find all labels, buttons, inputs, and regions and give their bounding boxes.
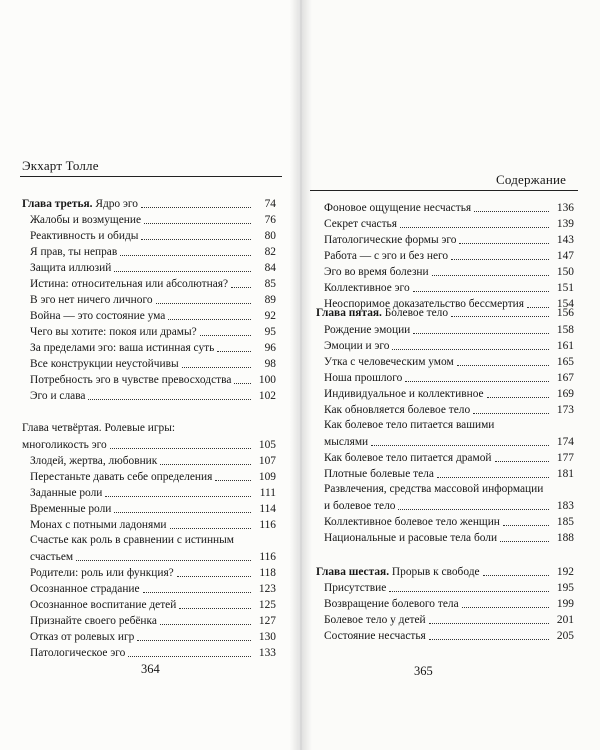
leader-dots [76,560,251,561]
entry-title: Монах с потными ладонями [30,519,167,531]
leader-dots [114,512,251,513]
toc-entry[interactable] [316,628,574,643]
entry-title: За пределами эго: ваша истинная суть [30,342,215,354]
page-ref: 169 [556,388,574,400]
left-page [0,0,298,750]
page-ref: 188 [556,532,574,544]
right-page [302,0,600,750]
page-ref: 114 [259,503,276,515]
running-head-author: Экхарт Толле [22,158,99,173]
chapter-label: Глава пятая. [316,307,382,319]
toc-entry[interactable] [22,597,276,612]
toc-entry[interactable] [316,338,574,353]
entry-title: Ноша прошлого [324,372,403,384]
leader-dots [168,319,251,320]
page-ref: 100 [258,374,276,386]
leader-dots [495,461,550,462]
page-ref: 74 [264,198,276,210]
toc-entry-line1[interactable]: Как болевое тело питается вашими [324,419,495,431]
toc-entry-line1[interactable]: Счастье как роль в сравнении с истинным [30,534,235,546]
page-ref: 158 [556,324,574,336]
leader-dots [215,480,251,481]
entry-title: Чего вы хотите: покоя или драмы? [30,326,197,338]
entry-title: Секрет счастья [324,218,397,230]
entry-title: Отказ от ролевых игр [30,631,135,643]
toc-entry[interactable] [22,517,276,532]
toc-entry[interactable] [22,629,276,644]
leader-dots [105,496,251,497]
page-ref: 116 [259,551,276,563]
page-number: 365 [414,664,433,678]
toc-entry[interactable] [22,356,276,371]
entry-title: В эго нет ничего личного [30,294,153,306]
page-ref: 183 [556,500,574,512]
leader-dots [389,591,549,592]
toc-entry[interactable] [22,581,276,596]
toc-entry[interactable] [316,450,574,465]
toc-entry[interactable] [22,228,276,243]
entry-title: Состояние несчастья [324,630,426,642]
leader-dots [462,607,549,608]
page-ref: 177 [556,452,574,464]
toc-entry[interactable] [22,212,276,227]
entry-title: Как болевое тело питается драмой [324,452,492,464]
leader-dots [170,528,251,529]
page-ref: 167 [556,372,574,384]
entry-title: Перестаньте давать себе определения [30,471,213,483]
page-ref: 111 [259,487,276,499]
chapter-label: Глава шестая. [316,566,390,578]
entry-title: Истина: относительная или абсолютная? [30,278,229,290]
page-ref: 174 [556,436,574,448]
leader-dots [503,525,549,526]
entry-title: Злодей, жертва, любовник [30,455,158,467]
toc-entry[interactable] [22,340,276,355]
page-ref: 151 [556,282,574,294]
leader-dots [128,656,251,657]
page-ref: 156 [556,307,574,319]
page-ref: 102 [258,390,276,402]
entry-title: и болевое тело [324,500,396,512]
entry-title: Рождение эмоции [324,324,411,336]
toc-entry[interactable] [22,388,276,403]
toc-entry[interactable] [316,264,574,279]
entry-title: Заданные роли [30,487,103,499]
toc-entry[interactable] [316,514,574,529]
page-number: 364 [141,662,160,676]
entry-title: Временные роли [30,503,112,515]
toc-entry[interactable] [22,372,276,387]
page-ref: 76 [264,214,276,226]
toc-entry[interactable] [22,469,276,484]
leader-dots [398,509,549,510]
leader-dots [457,365,549,366]
page-ref: 109 [258,471,276,483]
page-ref: 118 [259,567,276,579]
leader-dots [371,445,549,446]
leader-dots [473,413,549,414]
entry-title: счастьем [30,551,74,563]
leader-dots [179,608,251,609]
page-ref: 185 [556,516,574,528]
page-ref: 116 [259,519,276,531]
leader-dots [110,448,251,449]
entry-title: Плотные болевые тела [324,468,434,480]
toc-entry[interactable] [316,596,574,611]
page-ref: 147 [556,250,574,262]
toc-entry[interactable] [22,324,276,339]
leader-dots [231,287,251,288]
entry-title: Фоновое ощущение несчастья [324,202,472,214]
running-head-section: Содержание [496,172,567,187]
page-ref: 123 [258,583,276,595]
page-ref: 127 [258,615,276,627]
toc-entry[interactable] [22,613,276,628]
chapter-title: Ролевые игры: [101,422,176,434]
leader-dots [88,399,251,400]
leader-dots [156,303,251,304]
chapter-title: Болевое тело [381,307,449,319]
toc-chapter-4-line1[interactable] [22,421,175,436]
header-rule [20,176,282,177]
toc-chapter-4[interactable] [22,437,276,452]
page-ref: 89 [264,294,276,306]
toc-entry[interactable] [22,292,276,307]
toc-entry[interactable] [316,530,574,545]
chapter-title-line2: многоликость эго [22,439,107,451]
entry-title: Утка с человеческим умом [324,356,454,368]
page-ref: 107 [258,455,276,467]
page-ref: 150 [556,266,574,278]
entry-title: Родители: роль или функция? [30,567,174,579]
leader-dots [120,255,251,256]
toc-entry[interactable] [316,386,574,401]
leader-dots [487,397,549,398]
toc-chapter-3[interactable] [22,196,276,211]
leader-dots [432,275,549,276]
entry-title: Реактивность и обиды [30,230,139,242]
entry-title: Индивидуальное и коллективное [324,388,484,400]
page-ref: 139 [556,218,574,230]
entry-title: Работа — с эго и без него [324,250,449,262]
entry-title: Присутствие [324,582,387,594]
entry-title: Все конструкции неустойчивы [30,358,179,370]
page-ref: 205 [556,630,574,642]
entry-title: Коллективное болевое тело женщин [324,516,500,528]
entry-title: Национальные и расовые тела боли [324,532,498,544]
leader-dots [217,351,251,352]
leader-dots [459,243,549,244]
entry-title: Защита иллюзий [30,262,112,274]
page-ref: 105 [258,439,276,451]
leader-dots [474,211,549,212]
toc-entry[interactable] [22,453,276,468]
toc-entry[interactable] [22,645,276,660]
leader-dots [413,291,549,292]
page-ref: 154 [556,298,574,310]
entry-title: Потребность эго в чувстве превосходства [30,374,232,386]
toc-entry[interactable] [316,354,574,369]
page-ref: 85 [264,278,276,290]
leader-dots [200,335,251,336]
entry-title: Болевое тело у детей [324,614,426,626]
toc-entry[interactable] [316,280,574,295]
entry-title: Эго во время болезни [324,266,429,278]
toc-entry[interactable] [316,402,574,417]
leader-dots [177,576,251,577]
entry-title: Патологическое эго [30,647,126,659]
toc-entry[interactable] [316,232,574,247]
toc-entry[interactable] [316,200,574,215]
toc-chapter-5[interactable] [316,305,574,320]
entry-title: мыслями [324,436,369,448]
toc-entry[interactable] [22,549,276,564]
toc-entry[interactable] [316,612,574,627]
page-ref: 181 [556,468,574,480]
entry-title: Я прав, ты неправ [30,246,118,258]
leader-dots [141,239,251,240]
entry-title: Война — это состояние ума [30,310,166,322]
entry-title: Неоспоримое доказательство бессмертия [324,298,525,310]
toc-entry[interactable] [316,248,574,263]
toc-entry[interactable] [316,322,574,337]
leader-dots [451,316,549,317]
toc-chapter-6[interactable] [316,564,574,579]
page-ref: 195 [556,582,574,594]
page-ref: 130 [258,631,276,643]
page-ref: 98 [264,358,276,370]
leader-dots [143,592,251,593]
leader-dots [483,575,549,576]
leader-dots [144,223,251,224]
page-ref: 201 [556,614,574,626]
page-ref: 95 [264,326,276,338]
toc-entry[interactable] [22,501,276,516]
entry-title: Коллективное эго [324,282,410,294]
leader-dots [451,259,549,260]
toc-entry[interactable] [22,276,276,291]
entry-title: Осознанное страдание [30,583,140,595]
toc-entry[interactable] [22,260,276,275]
entry-title: Эмоции и эго [324,340,390,352]
leader-dots [429,639,549,640]
toc-entry[interactable] [316,216,574,231]
leader-dots [114,271,251,272]
leader-dots [182,367,251,368]
entry-title: Жалобы и возмущение [30,214,142,226]
page-ref: 136 [556,202,574,214]
leader-dots [234,383,251,384]
toc-entry[interactable] [22,244,276,259]
chapter-label: Глава четвёртая. [22,422,102,434]
entry-title: Как обновляется болевое тело [324,404,471,416]
page-ref: 92 [264,310,276,322]
leader-dots [500,541,549,542]
leader-dots [429,623,549,624]
entry-title: Возвращение болевого тела [324,598,459,610]
entry-title: Эго и слава [30,390,86,402]
page-ref: 161 [556,340,574,352]
leader-dots [141,207,251,208]
leader-dots [392,349,549,350]
page-ref: 143 [556,234,574,246]
toc-entry[interactable] [316,498,574,513]
toc-entry-line1[interactable]: Развлечения, средства массовой информации [324,483,544,495]
toc-entry[interactable] [316,580,574,595]
chapter-title: Прорыв к свободе [389,566,480,578]
leader-dots [437,477,549,478]
page-ref: 133 [258,647,276,659]
page-ref: 82 [264,246,276,258]
page-ref: 173 [556,404,574,416]
page-ref: 80 [264,230,276,242]
leader-dots [160,624,251,625]
book-gutter-shadow [290,0,312,750]
toc-entry[interactable] [22,308,276,323]
toc-entry[interactable] [316,466,574,481]
entry-title: Признайте своего ребёнка [30,615,157,627]
toc-entry[interactable] [22,565,276,580]
leader-dots [413,333,549,334]
entry-title: Осознанное воспитание детей [30,599,177,611]
page-ref: 125 [258,599,276,611]
chapter-label: Глава третья. [22,198,93,210]
leader-dots [400,227,549,228]
toc-entry[interactable] [316,434,574,449]
page-ref: 96 [264,342,276,354]
leader-dots [405,381,549,382]
entry-title: Патологические формы эго [324,234,457,246]
toc-entry[interactable] [22,485,276,500]
page-ref: 199 [556,598,574,610]
leader-dots [137,640,251,641]
chapter-title: Ядро эго [92,198,138,210]
toc-entry[interactable] [316,370,574,385]
header-rule [310,190,578,191]
page-ref: 165 [556,356,574,368]
page-ref: 192 [556,566,574,578]
page-ref: 84 [264,262,276,274]
leader-dots [160,464,251,465]
